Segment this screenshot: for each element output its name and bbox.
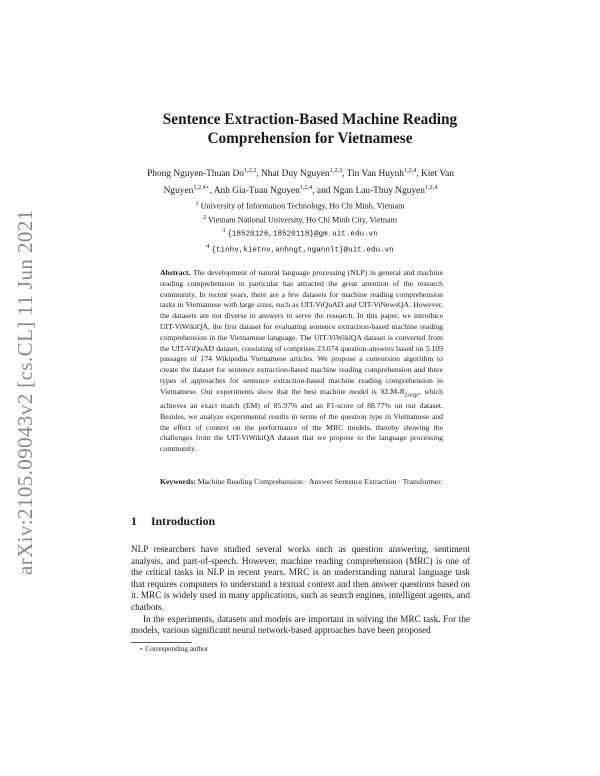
affiliation-number: 1 [195, 200, 199, 207]
keywords-label: Keywords: [160, 477, 196, 486]
body-text [131, 544, 470, 637]
affiliation-email: {tinhv,kietnv,anhngt,ngannlt}@uit.edu.vn [211, 246, 394, 255]
arxiv-identifier: arXiv:2105.09043v2 [cs.CL] 11 Jun 2021 [13, 209, 37, 575]
affiliation-number: 4 [206, 243, 210, 251]
author-name: Kiet Van Nguyen [163, 169, 454, 197]
title-line-2: Comprehension for Vietnamese [207, 130, 413, 147]
arxiv-stamp-svg [4, 205, 44, 575]
affiliation-text: University of Information Technology, Ho Chi Minh, Vietnam [200, 201, 405, 211]
author-affil-mark: 1,2,3 [243, 167, 257, 174]
author-affil-mark: 1,2,4 [424, 184, 438, 192]
affiliation-text: Vietnam National University, Ho Chi Minh City, Vietnam [207, 215, 398, 225]
abstract-text: The development of natural language processing (NLP) in general and machine reading comprehension in particular has attracted the great attention of the research community. In recent years, there are a few datasets for machine reading comprehension tasks in Vietnamese with large sizes, such as UIT-ViQuAD and UIT-ViNewsQA. However, the datasets are not diverse in answers to serve the research. In this paper, we introduce UIT-ViWikiQA, the first dataset for evaluating sentence extraction-based machine reading comprehension in the Vietnamese language. The UIT-ViWikiQA dataset is converted from the UIT-ViQuAD dataset, consisting of comprises 23.074 question-answers based on 5.109 passages of 174 Wikipedia Vietnamese articles. We propose a conversion algorithm to create the dataset for sentence extraction-based machine reading comprehension and three types of approaches for sentence extraction-based machine reading comprehension in Vietnamese. Our experiments show that the best machine model is XLM-R [160, 268, 443, 396]
footnote-mark: ⋆ [139, 645, 144, 653]
paragraph: In the experiments, datasets and models are important in solving the MRC task. For the models, various significant neural network-based approaches have been proposed [131, 613, 470, 636]
author-affil-mark: 1,2,4⋆ [193, 184, 210, 192]
author-name: Ngan Lau-Thuy Nguyen [332, 186, 425, 197]
footnote [131, 644, 208, 653]
paper-title [110, 110, 510, 148]
affiliation-item [130, 241, 470, 257]
paragraph: NLP researchers have studied several works such as question answering, sentiment analysis, and part-of-speech. However, machine reading comprehension (MRC) is one of the critical tasks in NLP in recent years. MRC is an understanding natural language task that requires computers to understand a textual context and then answer questions based on it. MRC is widely used in many applications, such as search engines, intelligent agents, and chatbots. [131, 544, 470, 612]
title-line-1: Sentence Extraction-Based Machine Reading [162, 111, 458, 128]
keywords-text: Machine Reading Comprehension · Answer Sentence Extraction · Transformer. [197, 477, 443, 486]
affiliation-number: 3 [222, 227, 226, 235]
author-name: Tin Van Huynh [346, 169, 404, 180]
affiliation-email: {18520126,18520118}@gm.uit.edu.vn [227, 231, 378, 240]
keywords [160, 477, 443, 488]
footnote-rule [131, 642, 191, 643]
affiliation-number: 2 [202, 213, 207, 221]
section-number: 1 [131, 514, 137, 528]
affiliations [130, 198, 470, 257]
abstract-subscript: Large [404, 392, 419, 399]
abstract [160, 268, 443, 455]
author-list: Phong Nguyen-Thuan Do$^{1,2,3}$, Nhat Duy Nguyen$^{1,2,3}$, Tin Van Huynh$^{1,2,4}$, Kiet Van Nguyen$^{1,2,4⋆}$, Anh Gia-Tuan Nguyen$^{1,2,4}$, and Ngan Lau-Thuy Nguyen$^{1,2,4}$ [147, 167, 454, 197]
abstract-text-continued: , which achieves an exact match (EM) of 85.97% and an F1-score of 88.77% on our dataset. Besides, we analyze experimental results in terms of the question type in Vietnamese and the effect of context on the performance of the MRC models, thereby showing the challenges from the UIT-ViWikiQA dataset that we propose to the language processing community. [160, 386, 443, 454]
arxiv-sidebar-stamp [4, 205, 44, 575]
author-name: Anh Gia-Tuan Nguyen [213, 186, 300, 197]
abstract-label: Abstract. [160, 268, 191, 277]
footnote-text: Corresponding author [145, 645, 209, 653]
author-affil-mark: 1,2,3 [329, 167, 343, 174]
affiliation-item [130, 212, 470, 226]
affiliation-item [130, 225, 470, 241]
author-name: Nhat Duy Nguyen [261, 169, 330, 180]
section-heading [131, 514, 215, 529]
section-title: Introduction [151, 514, 216, 528]
affiliation-item [130, 198, 470, 212]
author-affil-mark: 1,2,4 [403, 167, 417, 174]
author-affil-mark: 1,2,4 [299, 184, 313, 192]
author-conjunction: and [316, 186, 331, 197]
author-name: Phong Nguyen-Thuan Do [147, 169, 244, 180]
